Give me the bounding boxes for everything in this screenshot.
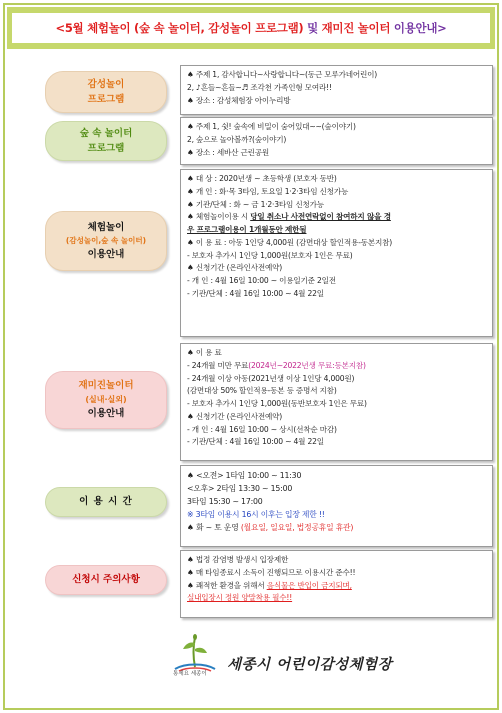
title-frame [12,13,490,43]
label-experience-guide [45,211,167,271]
fun-line: - 개 인 : 4월 16일 10:00 ~ 상시(선착순 마감) [187,424,337,434]
experience-line: - 보호자 추가시 1인당 1,000원(보호자 1인은 무료) [187,250,353,260]
precaution-socks: 실내입장시 정원 양말착용 필수!! [187,593,293,603]
emotion-line: ♠ 주제 1, 감사합니다~사랑합니다~(동근 모루가네어린이) [187,70,378,79]
experience-line: ♠ 이 용 료 : 아동 1인당 4,000원 (감면대상 할인적용-동본지참) [187,237,393,247]
title-connector: 및 [307,21,318,35]
label-emotion-program [45,71,167,113]
label-emotion-line1: 감성놀이 [87,78,125,90]
fun-line: ♠ 신청기간 (온라인사전예약) [187,411,283,421]
box-experience-guide [180,169,493,337]
precaution-line [187,580,486,593]
experience-line: ♠ 대 상 : 2020년생 ~ 초등학생 (보호자 동반) [187,174,337,183]
hours-line: 3타임 15:30 ~ 17:00 [187,497,263,507]
label-experience-line1: 체험놀이 [87,221,125,233]
experience-line: ♠ 기관/단체 : 화 ~ 금 1·2·3타임 신청가능 [187,199,324,209]
fun-line: - 24개월 이상 아동(2021년생 이상 1인당 4,000원) [187,373,355,383]
forest-line: ♠ 장소 : 세바산 근린공원 [187,147,270,157]
box-emotion-program [180,65,493,115]
experience-cancel-prefix: ♠ 체험놀이이용 시 [187,212,251,222]
precaution-env: ♠ 쾌적한 환경을 위해서 [187,580,267,590]
fun-line: - 보호자 추가시 1인당 1,000원(동반보호자 1인은 무료) [187,399,367,408]
box-hours [180,465,493,547]
label-experience-line2: (감성놀이,숲 속 놀이터) [65,236,147,245]
label-hours-text: 이 용 시 간 [79,496,133,508]
hours-line [187,521,486,534]
label-forest-program [45,121,167,161]
label-emotion-line2: 프로그램 [87,94,125,105]
logo-caption: 통세요 세종이 [173,671,207,677]
label-fun-playground [45,371,167,429]
label-fun-line3: 이용안내 [87,408,125,420]
experience-line: - 개 인 : 4월 16일 10:00 ~ 이용일기준 2일전 [187,276,336,285]
title-part1: 체험놀이 (숲 속 놀이터, 감성놀이 프로그램) [87,21,304,35]
label-hours [45,487,167,517]
fun-line: - 기관/단체 : 4월 16일 10:00 ~ 4월 22일 [187,437,324,447]
label-precautions-text: 신청시 주의사항 [72,574,140,586]
title-banner [7,7,495,49]
emotion-line: ♠ 장소 : 감성체험장 아이누리방 [187,95,291,105]
label-precautions [45,565,167,595]
box-fun-playground [180,343,493,461]
title-suffix: 이용안내> [393,21,447,35]
box-forest-program [180,117,493,165]
experience-line [187,211,486,224]
box-precautions [180,550,493,618]
emotion-line: 2, ♪흔들~흔들~♬ 조각천 가족인형 모여라!! [187,82,332,92]
label-forest-line2: 프로그램 [87,143,125,154]
notice-page [3,3,499,710]
experience-cancel-warning: 당일 취소나 사전연락없이 참여하지 않을 경 [250,212,391,222]
forest-line: ♠ 주제 1, 쉿! 숲속에 비밀이 숨어있대~~(숲이야기) [187,122,356,131]
fun-line: (감면대상 50% 할인적용-동본 등 증명서 지참) [187,386,337,396]
label-fun-line1: 재미진놀이터 [78,380,134,392]
experience-line: ♠ 신청기간 (온라인사전예약) [187,263,283,273]
hours-operating-days: ♠ 화 ~ 토 운영 [187,523,241,533]
label-fun-line2: (실내·실외) [85,394,127,404]
precaution-line: ♠ 법정 감염병 발생시 입장제한 [187,555,289,564]
experience-line: ♠ 개 인 : 화·목 3타임, 토요일 1·2·3타임 신청가능 [187,186,349,196]
hours-line: ♠ <오전> 1타임 10:00 ~ 11:30 [187,471,302,480]
hours-closed-days: (월요일, 일요일, 법정공휴일 휴관) [240,523,354,533]
label-experience-line3: 이용안내 [87,249,125,260]
forest-line: 2, 숲으로 놀아볼까?(숲이야기) [187,134,287,144]
precaution-food-ban: 음식물은 반입이 금지되며, [266,580,352,590]
title-part2: 재미진 놀이터 [321,21,391,35]
experience-cancel-warning-cont: 우 프로그램이용이 1개월동안 제한됨 [187,225,307,234]
label-forest-line1: 숲 속 놀이터 [79,127,133,139]
fun-free-under24: - 24개월 미만 무료 [187,360,249,370]
fun-line [187,360,486,373]
organization-name: 세종시 어린이감성체험장 [227,656,393,673]
hours-entry-limit: ※ 3타임 이용시 16시 이후는 입장 제한 !! [187,510,325,520]
experience-line: - 기관/단체 : 4월 16일 10:00 ~ 4월 22일 [187,288,324,298]
fun-line: ♠ 이 용 료 [187,348,222,357]
precaution-line: ♠ 매 타임종료시 소독이 진행되므로 이용시간 준수!! [187,567,356,577]
fun-free-note: (2024년~2022년생 무료:등본지참) [248,360,366,370]
hours-line: <오후> 2타임 13:30 ~ 15:00 [187,484,293,494]
title-month: <5월 [55,21,84,35]
